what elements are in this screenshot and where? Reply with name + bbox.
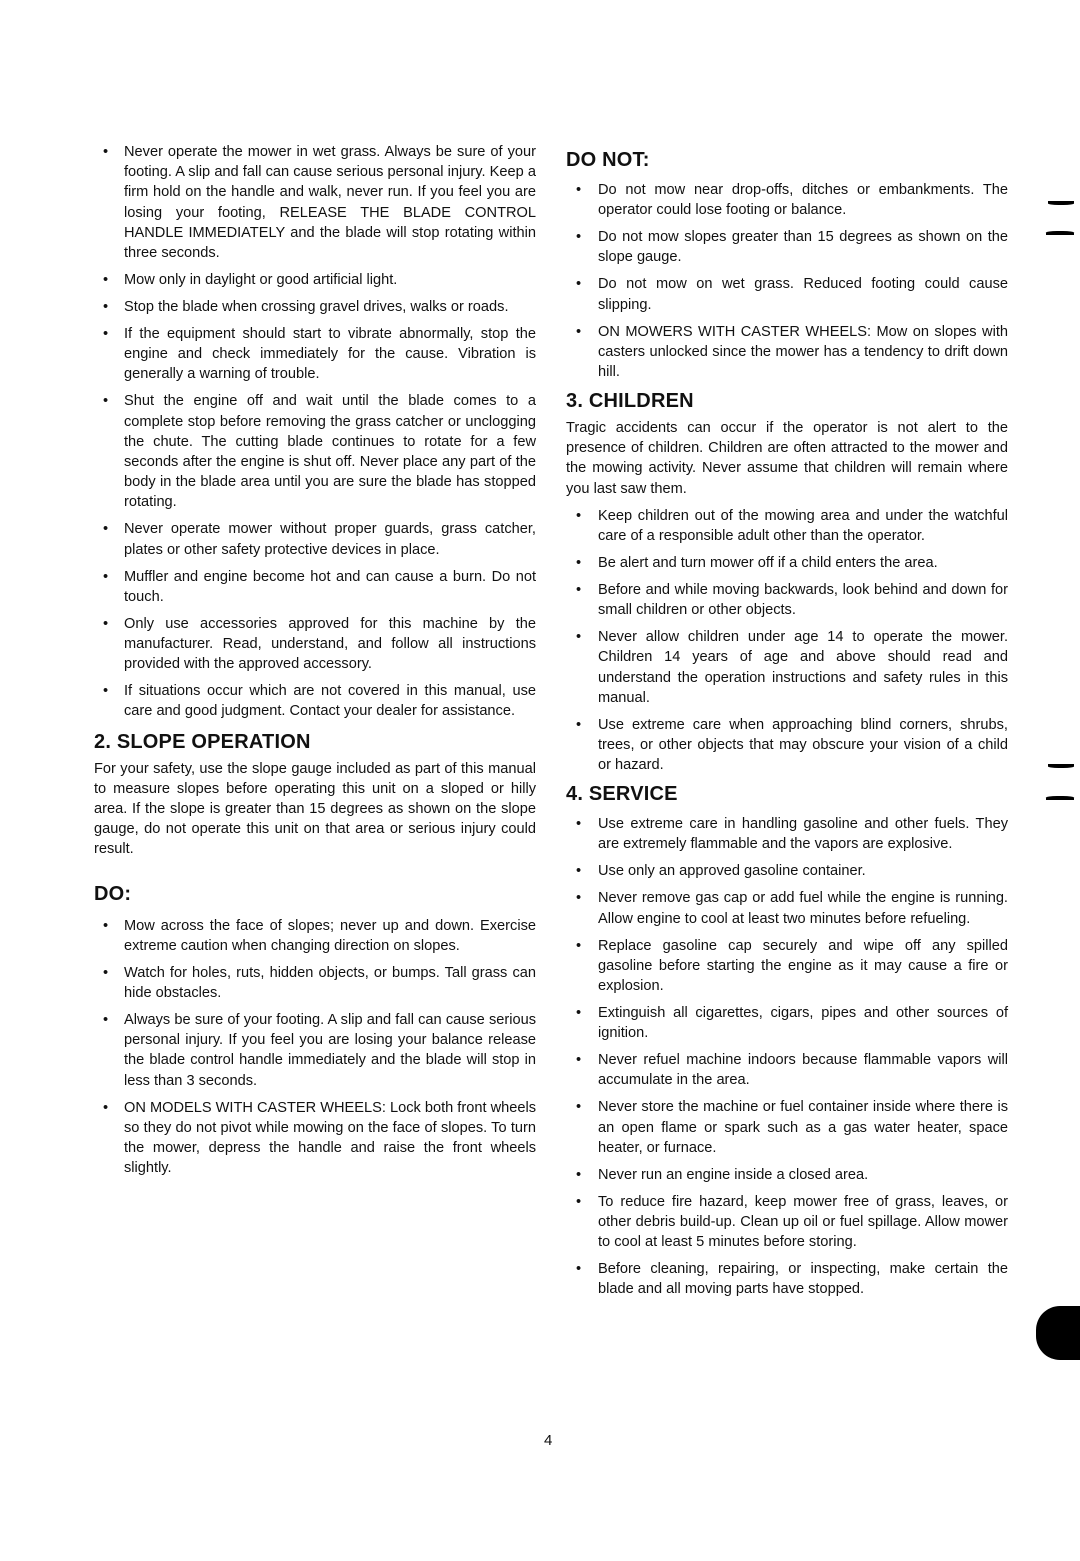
left-column: [94, 142, 536, 1185]
list-item: • Mow only in daylight or good artificial light.: [94, 270, 536, 290]
edge-index-mark: [1046, 231, 1074, 235]
list-item: • Never operate mower without proper guards, grass catcher, plates or other safety protective devices in place.: [94, 519, 536, 559]
list-item: • Replace gasoline cap securely and wipe off any spilled gasoline before starting the engine as it may cause a fire or explosion.: [566, 936, 1008, 997]
list-item: • Muffler and engine become hot and can cause a burn. Do not touch.: [94, 567, 536, 607]
list-item: • ON MODELS WITH CASTER WHEELS: Lock both front wheels so they do not pivot while mowing on the face of slopes. To turn the mower, depress the handle and raise the front wheels slightly.: [94, 1098, 536, 1179]
list-item: • Be alert and turn mower off if a child enters the area.: [566, 553, 1008, 573]
list-item: • Never run an engine inside a closed area.: [566, 1165, 1008, 1185]
list-item: • Use extreme care when approaching blind corners, shrubs, trees, or other objects that may obscure your vision of a child or hazard.: [566, 715, 1008, 776]
list-item: • Do not mow near drop-offs, ditches or embankments. The operator could lose footing or balance.: [566, 180, 1008, 220]
service-heading: 4. SERVICE: [566, 783, 678, 806]
list-item: • Never remove gas cap or add fuel while the engine is running. Allow engine to cool at least two minutes before refueling.: [566, 888, 1008, 928]
list-item: • Always be sure of your footing. A slip and fall can cause serious personal injury. If you feel you are losing your balance release the blade control handle immediately and the blade will stop in less than 3 seconds.: [94, 1010, 536, 1091]
list-item: • ON MOWERS WITH CASTER WHEELS: Mow on slopes with casters unlocked since the mower has a tendency to drift down hill.: [566, 322, 1008, 383]
children-heading: 3. CHILDREN: [566, 390, 694, 413]
list-item: • Shut the engine off and wait until the blade comes to a complete stop before removing the grass catcher or unclogging the chute. The cutting blade continues to rotate for a few seconds after the engine is shut off. Never place any part of the body in the blade area until you are sure the blade has stopped rotating.: [94, 391, 536, 512]
service-list: [566, 814, 1008, 1299]
list-item: • Never operate the mower in wet grass. Always be sure of your footing. A slip and fall can cause serious personal injury. Keep a firm hold on the handle and walk, never run. If you feel you are losing your footing, RELEASE THE BLADE CONTROL HANDLE IMMEDIATELY and the blade will stop rotating within three seconds.: [94, 142, 536, 263]
list-item: • Never refuel machine indoors because flammable vapors will accumulate in the area.: [566, 1050, 1008, 1090]
slope-operation-heading: 2. SLOPE OPERATION: [94, 730, 311, 753]
children-paragraph: Tragic accidents can occur if the operator is not alert to the presence of children. Children are often attracted to the mower and the mowing activity. Never assume that children will remain where you last saw them.: [566, 420, 1008, 497]
list-item: • Extinguish all cigarettes, cigars, pipes and other sources of ignition.: [566, 1003, 1008, 1043]
children-list: [566, 506, 1008, 776]
list-item: • If situations occur which are not covered in this manual, use care and good judgment. Contact your dealer for assistance.: [94, 681, 536, 721]
list-item: • Do not mow on wet grass. Reduced footing could cause slipping.: [566, 274, 1008, 314]
list-item: • Never allow children under age 14 to operate the mower. Children 14 years of age and above should read and understand the operation instructions and safety rules in this manual.: [566, 627, 1008, 708]
list-item: • Before cleaning, repairing, or inspecting, make certain the blade and all moving parts have stopped.: [566, 1259, 1008, 1299]
list-item: • Keep children out of the mowing area and under the watchful care of a responsible adult other than the operator.: [566, 506, 1008, 546]
do-heading: DO:: [94, 882, 132, 905]
list-item: • Do not mow slopes greater than 15 degrees as shown on the slope gauge.: [566, 227, 1008, 267]
list-item: • Use only an approved gasoline container.: [566, 861, 1008, 881]
do-not-list: [566, 180, 1008, 382]
list-item: • If the equipment should start to vibrate abnormally, stop the engine and check immediately for the cause. Vibration is generally a warning of trouble.: [94, 324, 536, 385]
list-item: • To reduce fire hazard, keep mower free of grass, leaves, or other debris build-up. Clean up oil or fuel spillage. Allow mower to cool at least 5 minutes before storing.: [566, 1192, 1008, 1253]
list-item: • Before and while moving backwards, look behind and down for small children or other objects.: [566, 580, 1008, 620]
edge-thumb-tab: [1036, 1306, 1080, 1360]
edge-index-mark: [1046, 796, 1074, 800]
edge-index-mark: [1048, 201, 1074, 205]
edge-index-mark: [1048, 764, 1074, 768]
do-not-heading: DO NOT:: [566, 149, 650, 171]
page-number: 4: [544, 1432, 553, 1449]
slope-operation-paragraph: For your safety, use the slope gauge included as part of this manual to measure slopes before operating this unit on a sloped or hilly area. If the slope is greater than 15 degrees as shown on the slope gauge, do not operate this unit on that area or serious injury could result.: [94, 760, 536, 858]
general-safety-list: [94, 142, 536, 722]
right-column: [566, 148, 1008, 1306]
list-item: • Watch for holes, ruts, hidden objects, or bumps. Tall grass can hide obstacles.: [94, 963, 536, 1003]
list-item: • Mow across the face of slopes; never up and down. Exercise extreme caution when changing direction on slopes.: [94, 916, 536, 956]
list-item: • Stop the blade when crossing gravel drives, walks or roads.: [94, 297, 536, 317]
list-item: • Never store the machine or fuel container inside where there is an open flame or spark such as a gas water heater, space heater, or furnace.: [566, 1097, 1008, 1158]
list-item: • Only use accessories approved for this machine by the manufacturer. Read, understand, and follow all instructions provided with the approved accessory.: [94, 614, 536, 675]
do-list: [94, 916, 536, 1179]
list-item: • Use extreme care in handling gasoline and other fuels. They are extremely flammable and the vapors are explosive.: [566, 814, 1008, 854]
